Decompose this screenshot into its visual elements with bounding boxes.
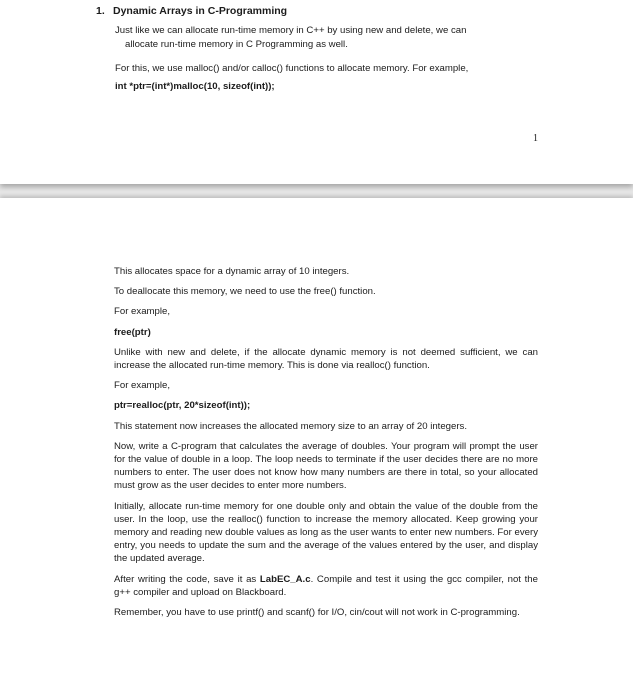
section-title: Dynamic Arrays in C-Programming	[113, 5, 288, 17]
paragraph-instructions: Initially, allocate run-time memory for one double only and obtain the value of the double from the user. In the loop, use the realloc() function to increase the memory allocated. Keep growing your memory and reading new double values as long as the user wants to enter new numbers. For every entry, you needs to update the sum and the average of the values entered by the user, and display the updated average.	[114, 500, 538, 565]
page-2	[0, 198, 633, 700]
page-2-content	[114, 265, 538, 626]
code-realloc: ptr=realloc(ptr, 20*sizeof(int));	[114, 400, 251, 412]
malloc-code: int *ptr=(int*)malloc(10, sizeof(int));	[115, 81, 275, 92]
code-free: free(ptr)	[114, 326, 151, 338]
paragraph-task: Now, write a C-program that calculates the average of doubles. Your program will prompt the user for the value of double in a loop. The loop needs to terminate if the user decides there are no more numbers to enter. The user does not know how many numbers are there in total, so your allocated must grow as the user decides to enter more numbers.	[114, 440, 538, 492]
paragraph-remember: Remember, you have to use printf() and scanf() for I/O, cin/cout will not work in C-programming.	[114, 607, 520, 619]
paragraph-increase: This statement now increases the allocated memory size to an array of 20 integers.	[114, 420, 468, 432]
paragraph-save	[114, 573, 538, 599]
save-filename: LabEC_A.c	[259, 573, 311, 585]
paragraph-allocates: This allocates space for a dynamic array of 10 integers.	[114, 266, 350, 277]
section-heading	[96, 5, 287, 17]
intro-paragraph	[115, 24, 545, 52]
paragraph-for-example-1: For example,	[114, 306, 170, 318]
intro-line-1: Just like we can allocate run-time memory in C++ by using new and delete, we can	[115, 25, 467, 36]
save-text-before: After writing the code, save it as	[114, 573, 260, 585]
malloc-paragraph: For this, we use malloc() and/or calloc() functions to allocate memory. For example,	[115, 63, 469, 74]
intro-line-2: allocate run-time memory in C Programming as well.	[125, 39, 348, 50]
page-number: 1	[533, 133, 538, 144]
page-1	[0, 0, 633, 184]
paragraph-for-example-2: For example,	[114, 380, 170, 392]
save-text-after: . Compile and test it using the gcc compiler, not the g++ compiler and upload on Blackboard.	[114, 573, 538, 598]
paragraph-deallocate: To deallocate this memory, we need to use the free() function.	[114, 286, 376, 298]
section-number: 1.	[96, 5, 105, 17]
paragraph-realloc: Unlike with new and delete, if the allocate dynamic memory is not deemed sufficient, we can increase the allocated run-time memory. This is done via realloc() function.	[114, 346, 538, 372]
